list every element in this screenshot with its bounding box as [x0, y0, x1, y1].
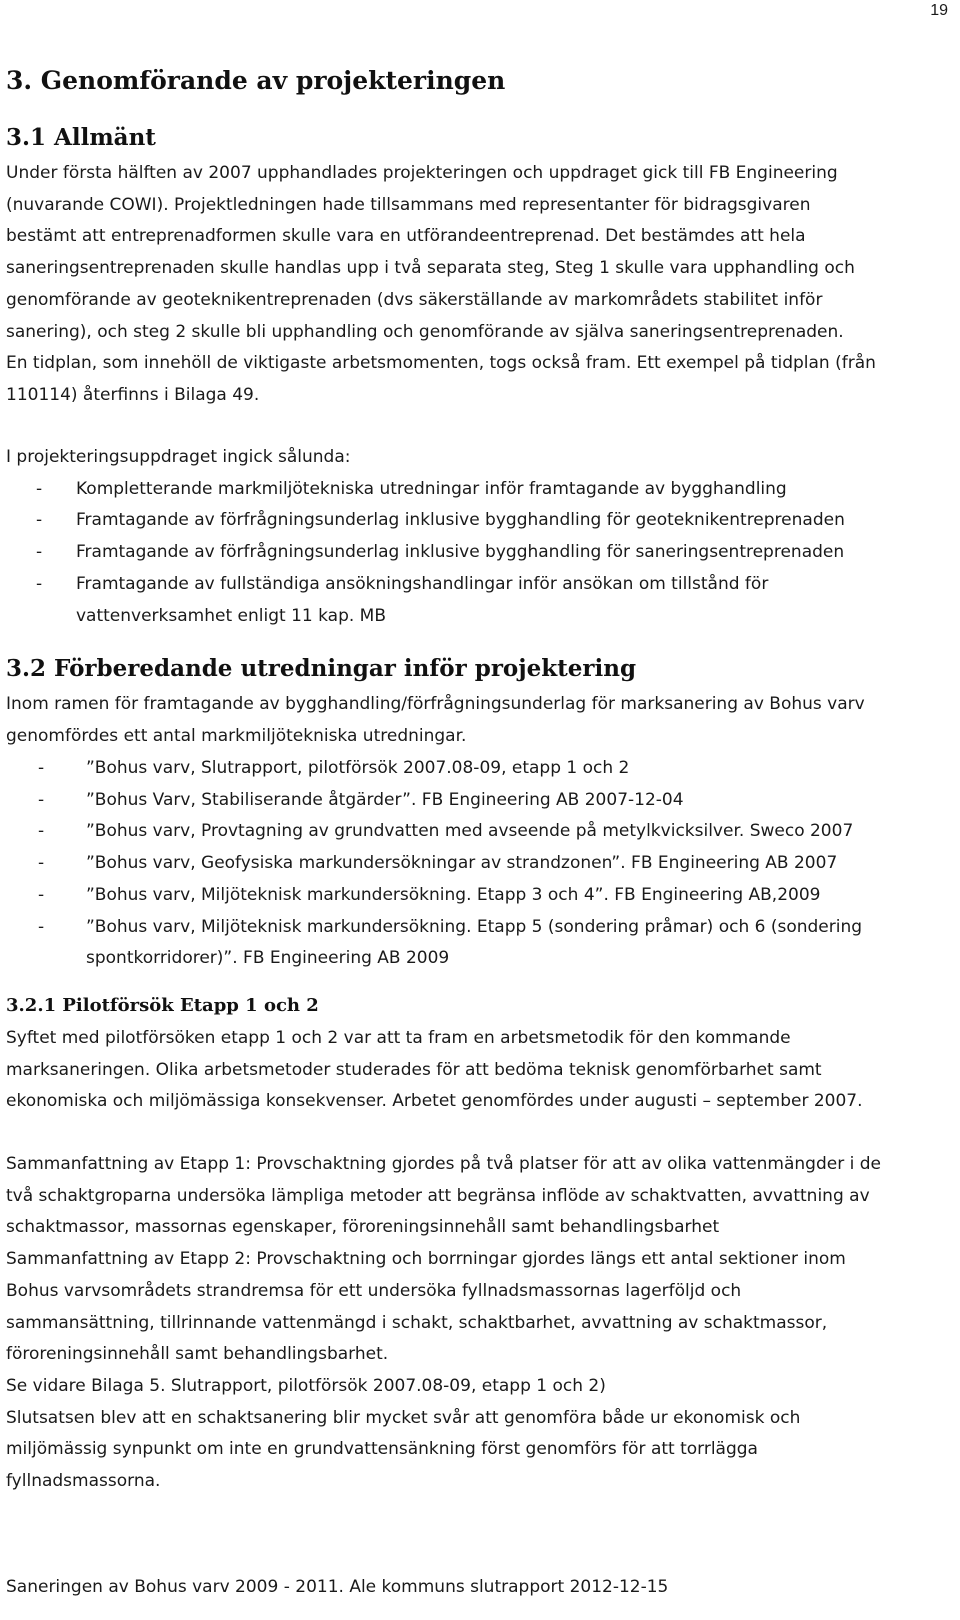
section-3-1-heading: 3.1 Allmänt	[6, 124, 156, 151]
list-dash: -	[38, 821, 45, 842]
text-line: saneringsentreprenaden skulle handlas upp i två separata steg, Steg 1 skulle vara upphandling och	[6, 258, 855, 279]
list-item-text: Framtagande av förfrågningsunderlag inklusive bygghandling för geoteknikentreprenaden	[76, 510, 845, 531]
text-line: Sammanfattning av Etapp 2: Provschaktning och borrningar gjordes längs ett antal sektioner inom	[6, 1249, 846, 1270]
text-line: sammansättning, tillrinnande vattenmängd i schakt, schaktbarhet, avvattning av schaktmassor,	[6, 1312, 828, 1333]
list-item	[6, 880, 862, 912]
list-item-text: ”Bohus varv, Geofysiska markundersökningar av strandzonen”. FB Engineering AB 2007	[86, 853, 838, 874]
list-dash: -	[36, 573, 43, 594]
list-item	[6, 474, 845, 506]
list-dash: -	[38, 884, 45, 905]
list-item	[6, 569, 845, 632]
list-item-text: Framtagande av förfrågningsunderlag inklusive bygghandling för saneringsentreprenaden	[76, 542, 845, 563]
list-item-text: ”Bohus Varv, Stabiliserande åtgärder”. FB Engineering AB 2007-12-04	[86, 789, 684, 810]
text-line: Sammanfattning av Etapp 1: Provschaktning gjordes på två platser för att av olika vattenmängder i de	[6, 1154, 881, 1174]
section-3-1-paragraph	[6, 158, 876, 412]
list-item-text: ”Bohus varv, Slutrapport, pilotförsök 2007.08-09, etapp 1 och 2	[86, 758, 630, 778]
list-item	[6, 848, 862, 880]
text-line: marksaneringen. Olika arbetsmetoder studerades för att bedöma teknisk genomförbarhet samt	[6, 1059, 822, 1080]
text-line: (nuvarande COWI). Projektledningen hade tillsammans med representanter för bidragsgivaren	[6, 194, 811, 215]
text-line: två schaktgroparna undersöka lämpliga metoder att begränsa inflöde av schaktvatten, avvattning av	[6, 1185, 870, 1206]
assignment-block	[6, 442, 845, 632]
list-item	[6, 816, 862, 848]
list-dash: -	[36, 542, 43, 563]
text-line: Under första hälften av 2007 upphandlades projekteringen och uppdraget gick till FB Engineering	[6, 163, 838, 183]
page-footer: Saneringen av Bohus varv 2009 - 2011. Ale kommuns slutrapport 2012-12-15	[6, 1577, 669, 1597]
text-line: föroreningsinnehåll samt behandlingsbarhet.	[6, 1344, 389, 1365]
text-line: schaktmassor, massornas egenskaper, föroreningsinnehåll samt behandlingsbarhet	[6, 1217, 720, 1238]
list-item	[6, 537, 845, 569]
list-item	[6, 505, 845, 537]
list-item-text: spontkorridorer)”. FB Engineering AB 2009	[86, 948, 450, 969]
text-line: Inom ramen för framtagande av bygghandling/förfrågningsunderlag för marksanering av Bohus varv	[6, 694, 865, 714]
text-line: Slutsatsen blev att en schaktsanering blir mycket svår att genomföra både ur ekonomisk och	[6, 1407, 801, 1428]
section-3-2-paragraph	[6, 689, 865, 752]
list-dash: -	[38, 853, 45, 874]
section-3-2-1-paragraph-2	[6, 1149, 881, 1498]
text-line: ekonomiska och miljömässiga konsekvenser. Arbetet genomfördes under augusti – september 2007.	[6, 1091, 863, 1112]
text-line: Bohus varvsområdets strandremsa för ett undersöka fyllnadsmassornas lagerföljd och	[6, 1280, 742, 1301]
text-line: fyllnadsmassorna.	[6, 1471, 161, 1492]
list-dash: -	[38, 916, 45, 937]
text-line: 110114) återfinns i Bilaga 49.	[6, 384, 260, 405]
list-dash: -	[38, 758, 45, 778]
list-item-text: Kompletterande markmiljötekniska utredningar inför framtagande av bygghandling	[76, 478, 787, 499]
section-3-2-heading: 3.2 Förberedande utredningar inför projektering	[6, 655, 637, 682]
text-line: bestämt att entreprenadformen skulle vara en utförandeentreprenad. Det bestämdes att hela	[6, 226, 806, 247]
section-3-2-1-paragraph-1	[6, 1023, 863, 1118]
text-line: genomfördes ett antal markmiljötekniska utredningar.	[6, 725, 467, 746]
text-line: Se vidare Bilaga 5. Slutrapport, pilotförsök 2007.08-09, etapp 1 och 2)	[6, 1375, 606, 1396]
text-line: Syftet med pilotförsöken etapp 1 och 2 var att ta fram en arbetsmetodik för den kommande	[6, 1028, 791, 1048]
text-line: sanering), och steg 2 skulle bli upphandling och genomförande av själva saneringsentreprenaden.	[6, 321, 844, 342]
list-item-text: Framtagande av fullständiga ansökningshandlingar inför ansökan om tillstånd för	[76, 573, 769, 594]
list-dash: -	[36, 510, 43, 531]
list-item	[6, 753, 862, 785]
list-item	[6, 912, 862, 975]
text-line: miljömässig synpunkt om inte en grundvattensänkning först genomförs för att torrlägga	[6, 1439, 758, 1460]
list-item-text: ”Bohus varv, Provtagning av grundvatten med avseende på metylkvicksilver. Sweco 2007	[86, 821, 854, 842]
chapter-heading: 3. Genomförande av projekteringen	[6, 66, 506, 95]
text-line: En tidplan, som innehöll de viktigaste arbetsmomenten, togs också fram. Ett exempel på tidplan (från	[6, 353, 876, 374]
list-dash: -	[38, 789, 45, 810]
list-dash: -	[36, 478, 43, 499]
list-item-text: ”Bohus varv, Miljöteknisk markundersökning. Etapp 5 (sondering pråmar) och 6 (sondering	[86, 916, 863, 937]
page-number: 19	[930, 2, 948, 19]
list-item-text: vattenverksamhet enligt 11 kap. MB	[76, 605, 387, 626]
report-list	[6, 753, 862, 975]
section-3-2-1-heading: 3.2.1 Pilotförsök Etapp 1 och 2	[6, 995, 319, 1016]
text-line: genomförande av geoteknikentreprenaden (dvs säkerställande av markområdets stabilitet inför	[6, 289, 823, 310]
list-item-text: ”Bohus varv, Miljöteknisk markundersökning. Etapp 3 och 4”. FB Engineering AB,2009	[86, 884, 821, 905]
assignment-intro: I projekteringsuppdraget ingick sålunda:	[6, 447, 351, 467]
list-item	[6, 785, 862, 817]
